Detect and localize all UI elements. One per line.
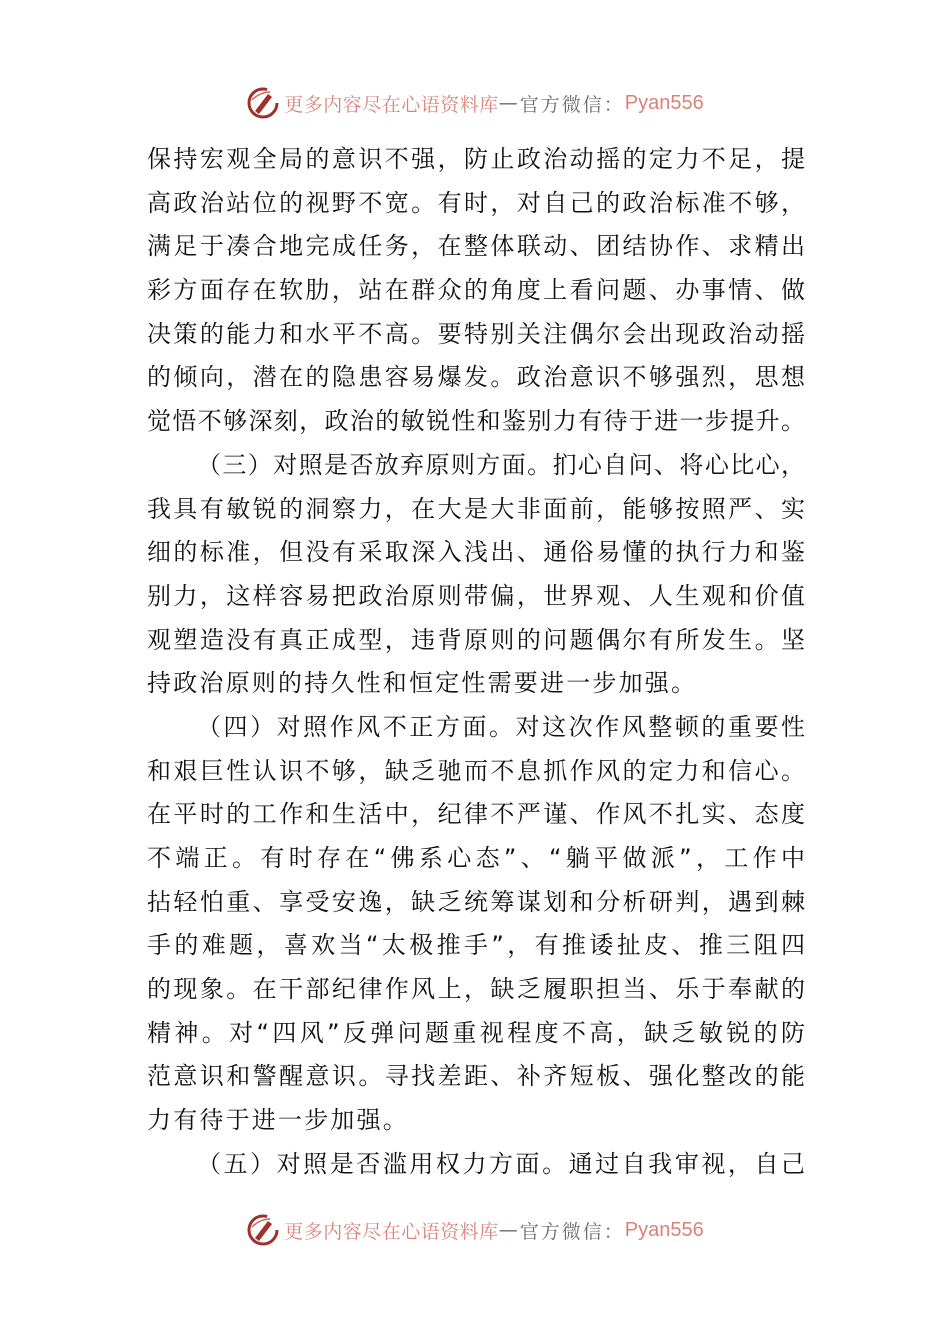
text-line: 保持宏观全局的意识不强，防止政治动摇的定力不足，提 xyxy=(147,145,805,173)
text-line: 彩方面存在软肋，站在群众的角度上看问题、办事情、做 xyxy=(147,276,805,305)
paragraph xyxy=(147,444,805,706)
text-line: 在平时的工作和生活中，纪律不严谨、作风不扎实、态度 xyxy=(147,800,805,829)
text-line: 细的标准，但没有采取深入浅出、通俗易懂的执行力和鉴 xyxy=(147,538,805,567)
paragraph xyxy=(147,138,805,444)
text-line: 和艰巨性认识不够，缺乏驰而不息抓作风的定力和信心。 xyxy=(147,756,805,785)
text-line: 别力，这样容易把政治原则带偏，世界观、人生观和价值 xyxy=(147,581,805,610)
text-line: 高政治站位的视野不宽。有时，对自己的政治标准不够， xyxy=(147,188,805,217)
watermark-wechat-label: 官方微信： xyxy=(519,1220,625,1243)
text-line: 精神。对“四风”反弹问题重视程度不高，缺乏敏锐的防 xyxy=(147,1018,805,1047)
paragraph xyxy=(147,1143,805,1187)
watermark-dash: — xyxy=(498,1219,520,1241)
watermark-brand: 更多内容尽在心语资料库 xyxy=(284,93,499,116)
text-line: 拈轻怕重、享受安逸，缺乏统筹谋划和分析研判，遇到棘 xyxy=(147,887,805,916)
text-line: （三）对照是否放弃原则方面。扪心自问、将心比心， xyxy=(197,450,805,479)
watermark-brand: 更多内容尽在心语资料库 xyxy=(284,1220,499,1243)
text-line: 持政治原则的持久性和恒定性需要进一步加强。 xyxy=(147,669,698,698)
text-line: 手的难题，喜欢当“太极推手”，有推诿扯皮、推三阻四 xyxy=(147,931,805,960)
text-line: 满足于凑合地完成任务，在整体联动、团结协作、求精出 xyxy=(147,232,805,261)
text-line: （四）对照作风不正方面。对这次作风整顿的重要性 xyxy=(197,712,805,741)
text-line: 范意识和警醒意识。寻找差距、补齐短板、强化整改的能 xyxy=(147,1062,805,1091)
text-line: 觉悟不够深刻，政治的敏锐性和鉴别力有待于进一步提升。 xyxy=(147,407,805,436)
pen-circle-logo-icon xyxy=(246,1213,280,1247)
text-line: 力有待于进一步加强。 xyxy=(147,1106,409,1135)
text-line: 我具有敏锐的洞察力，在大是大非面前，能够按照严、实 xyxy=(147,494,805,523)
watermark-wechat-id: Pyan556 xyxy=(624,1218,704,1241)
text-line: 决策的能力和水平不高。要特别关注偶尔会出现政治动摇 xyxy=(147,319,805,348)
watermark-dash: — xyxy=(498,92,520,114)
text-line: 的倾向，潜在的隐患容易爆发。政治意识不够强烈，思想 xyxy=(147,363,805,392)
watermark-wechat-label: 官方微信： xyxy=(519,93,625,116)
text-line: 不端正。有时存在“佛系心态”、“躺平做派”，工作中 xyxy=(147,844,805,872)
header-watermark xyxy=(0,83,950,123)
document-body xyxy=(147,138,805,1187)
text-line: （五）对照是否滥用权力方面。通过自我审视，自己 xyxy=(197,1149,805,1178)
watermark-wechat-id: Pyan556 xyxy=(624,91,704,114)
paragraph xyxy=(147,706,805,1143)
footer-watermark xyxy=(0,1210,950,1250)
text-line: 的现象。在干部纪律作风上，缺乏履职担当、乐于奉献的 xyxy=(147,975,805,1004)
pen-circle-logo-icon xyxy=(246,86,280,120)
text-line: 观塑造没有真正成型，违背原则的问题偶尔有所发生。坚 xyxy=(147,625,805,654)
